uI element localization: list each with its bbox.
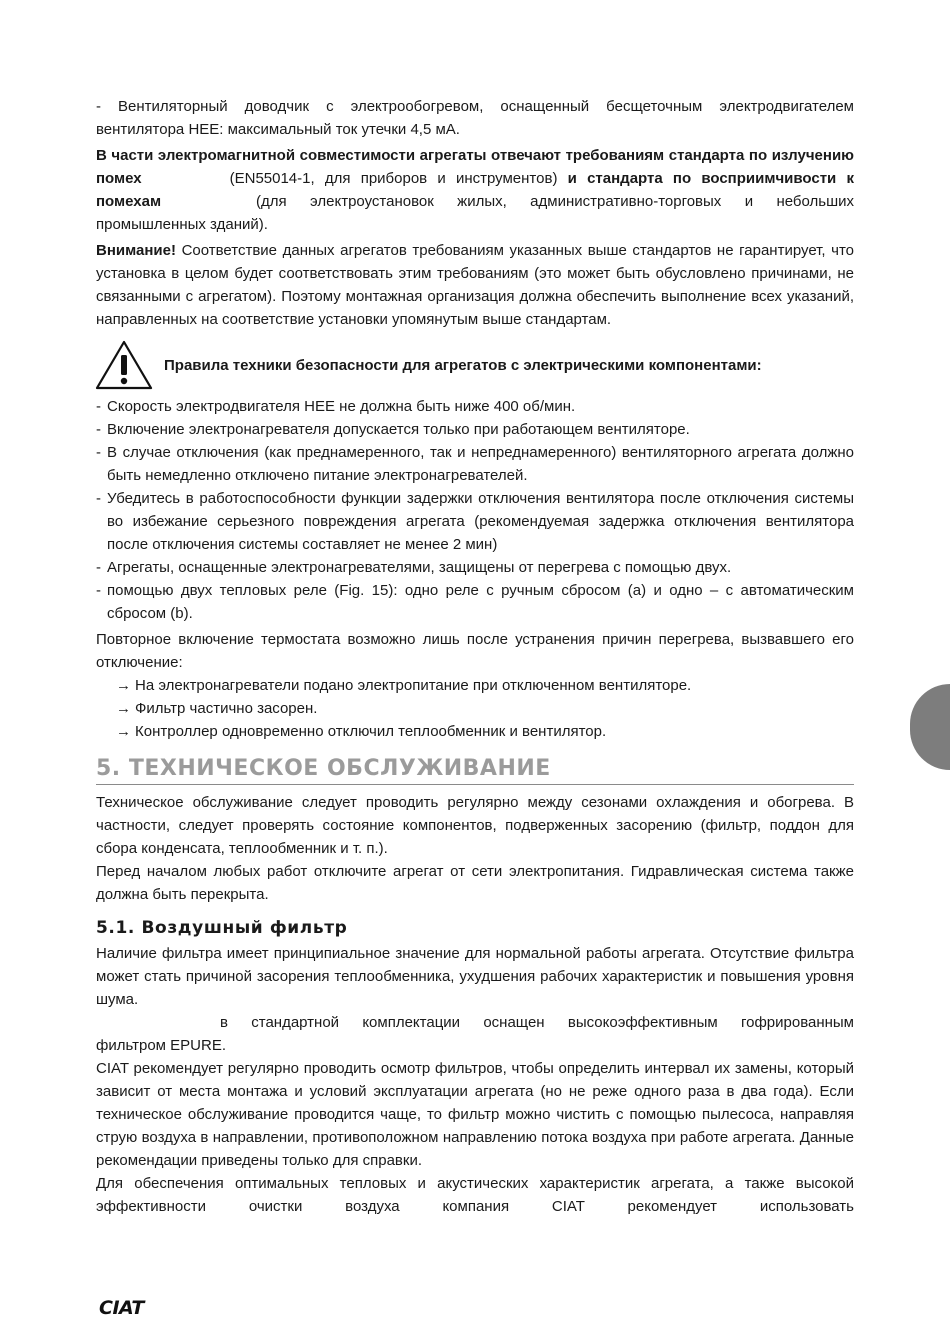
air-filter-paragraph-4: Для обеспечения оптимальных тепловых и акустических характеристик агрегата, а также высокой эффективности очистки воздуха компания CIAT рекомендует использовать — [96, 1175, 854, 1215]
attention-text: Соответствие данных агрегатов требованиям указанных выше стандартов не гарантирует, что установка в целом будет соответствовать этим требованиям (это может быть обусловлено причинами, не связанными с агрегатом). Поэтому монтажная организация должна обеспечить выполнение всех указаний, направленных на соответствие установки упомянутым выше стандартам. — [96, 242, 854, 328]
safety-header — [96, 337, 854, 393]
emc-standard-note-2: (для электроустановок жилых, административно-торговых и небольших промышленных зданий). — [96, 193, 854, 233]
air-filter-paragraph-3: CIAT рекомендует регулярно проводить осмотр фильтров, чтобы определить интервал их замены, который зависит от места монтажа и условий эксплуатации агрегата (но не реже одного раза в два года). Если техническое обслуживание проводится чаще, то фильтр можно чистить с помощью пылесоса, направляя струю воздуха в направлении, противоположном направлению потока воздуха при работе агрегата. Данные рекомендации приведены только для справки. — [96, 1060, 854, 1169]
air-filter-paragraph-2-line-1: в стандартной комплектации оснащен высокоэффективным гофрированным — [220, 1014, 854, 1031]
emc-standard-note-1: (EN55014-1, для приборов и инструментов) — [229, 170, 558, 187]
safety-title: Правила техники безопасности для агрегатов с электрическими компонентами: — [164, 356, 762, 374]
list-item: → Фильтр частично засорен. — [116, 700, 318, 717]
subsection-heading-air-filter: 5.1. Воздушный фильтр — [96, 918, 348, 938]
maintenance-paragraph-1: Техническое обслуживание следует проводить регулярно между сезонами охлаждения и обогрева. В частности, следует проверять состояние компонентов, подверженных засорению (фильтр, поддон для сбора конденсата, теплообменник и т. п.). — [96, 794, 854, 857]
arrow-right-icon: → — [116, 723, 131, 740]
list-item: - Убедитесь в работоспособности функции задержки отключения вентилятора после отключения системы во избежание серьезного повреждения агрегата (рекомендуемая задержка отключения вентилятора после отключения системы составляет не менее 2 мин) — [96, 490, 854, 553]
list-item: - Скорость электродвигателя HEE не должна быть ниже 400 об/мин. — [96, 398, 576, 415]
attention-paragraph — [96, 239, 854, 331]
list-item: → На электронагреватели подано электропитание при отключенном вентиляторе. — [116, 677, 692, 694]
emc-paragraph — [96, 144, 854, 236]
arrow-right-icon: → — [116, 700, 131, 717]
emc-bold-text-1: В части электромагнитной совместимости агрегаты отвечают требованиям стандарта по излучению помех — [96, 147, 854, 187]
air-filter-paragraph-2-line-2: фильтром EPURE. — [96, 1037, 226, 1054]
list-item: - помощью двух тепловых реле (Fig. 15): одно реле с ручным сбросом (а) и одно – с автоматическим сбросом (b). — [96, 582, 854, 622]
emc-bold-text-2: и стандарта по восприимчивости к помехам — [96, 170, 854, 210]
list-item: → Контроллер одновременно отключил теплообменник и вентилятор. — [116, 723, 607, 740]
list-item: - В случае отключения (как преднамеренного, так и непреднамеренного) вентиляторного агрегата должно быть немедленно отключено питание электронагревателей. — [96, 444, 854, 484]
restart-paragraph: Повторное включение термостата возможно лишь после устранения причин перегрева, вызвавшего его отключение: — [96, 631, 854, 671]
overheat-causes-list — [96, 674, 854, 743]
chapter-tab-marker — [910, 684, 950, 770]
logo-text: CIAT — [99, 1297, 144, 1317]
document-page — [96, 95, 854, 1218]
ciat-logo — [98, 1297, 162, 1317]
air-filter-paragraph-1: Наличие фильтра имеет принципиальное значение для нормальной работы агрегата. Отсутствие фильтра может стать причиной засорения теплообменника, ухудшения рабочих характеристик и повышения уровня шума. — [96, 945, 854, 1008]
list-item: - Включение электронагревателя допускается только при работающем вентиляторе. — [96, 421, 690, 438]
list-item: - Агрегаты, оснащенные электронагревателями, защищены от перегрева с помощью двух. — [96, 559, 732, 576]
section-heading-maintenance: 5. ТЕХНИЧЕСКОЕ ОБСЛУЖИВАНИЕ — [96, 755, 854, 785]
warning-triangle-icon — [94, 339, 154, 391]
attention-label: Внимание! — [96, 242, 176, 259]
intro-paragraph: - Вентиляторный доводчик с электрообогревом, оснащенный бесщеточным электродвигателем вентилятора HEE: максимальный ток утечки 4,5 мА. — [96, 98, 854, 138]
safety-rules-list — [96, 395, 854, 625]
arrow-right-icon: → — [116, 677, 131, 694]
maintenance-paragraph-2: Перед началом любых работ отключите агрегат от сети электропитания. Гидравлическая система также должна быть перекрыта. — [96, 863, 854, 903]
